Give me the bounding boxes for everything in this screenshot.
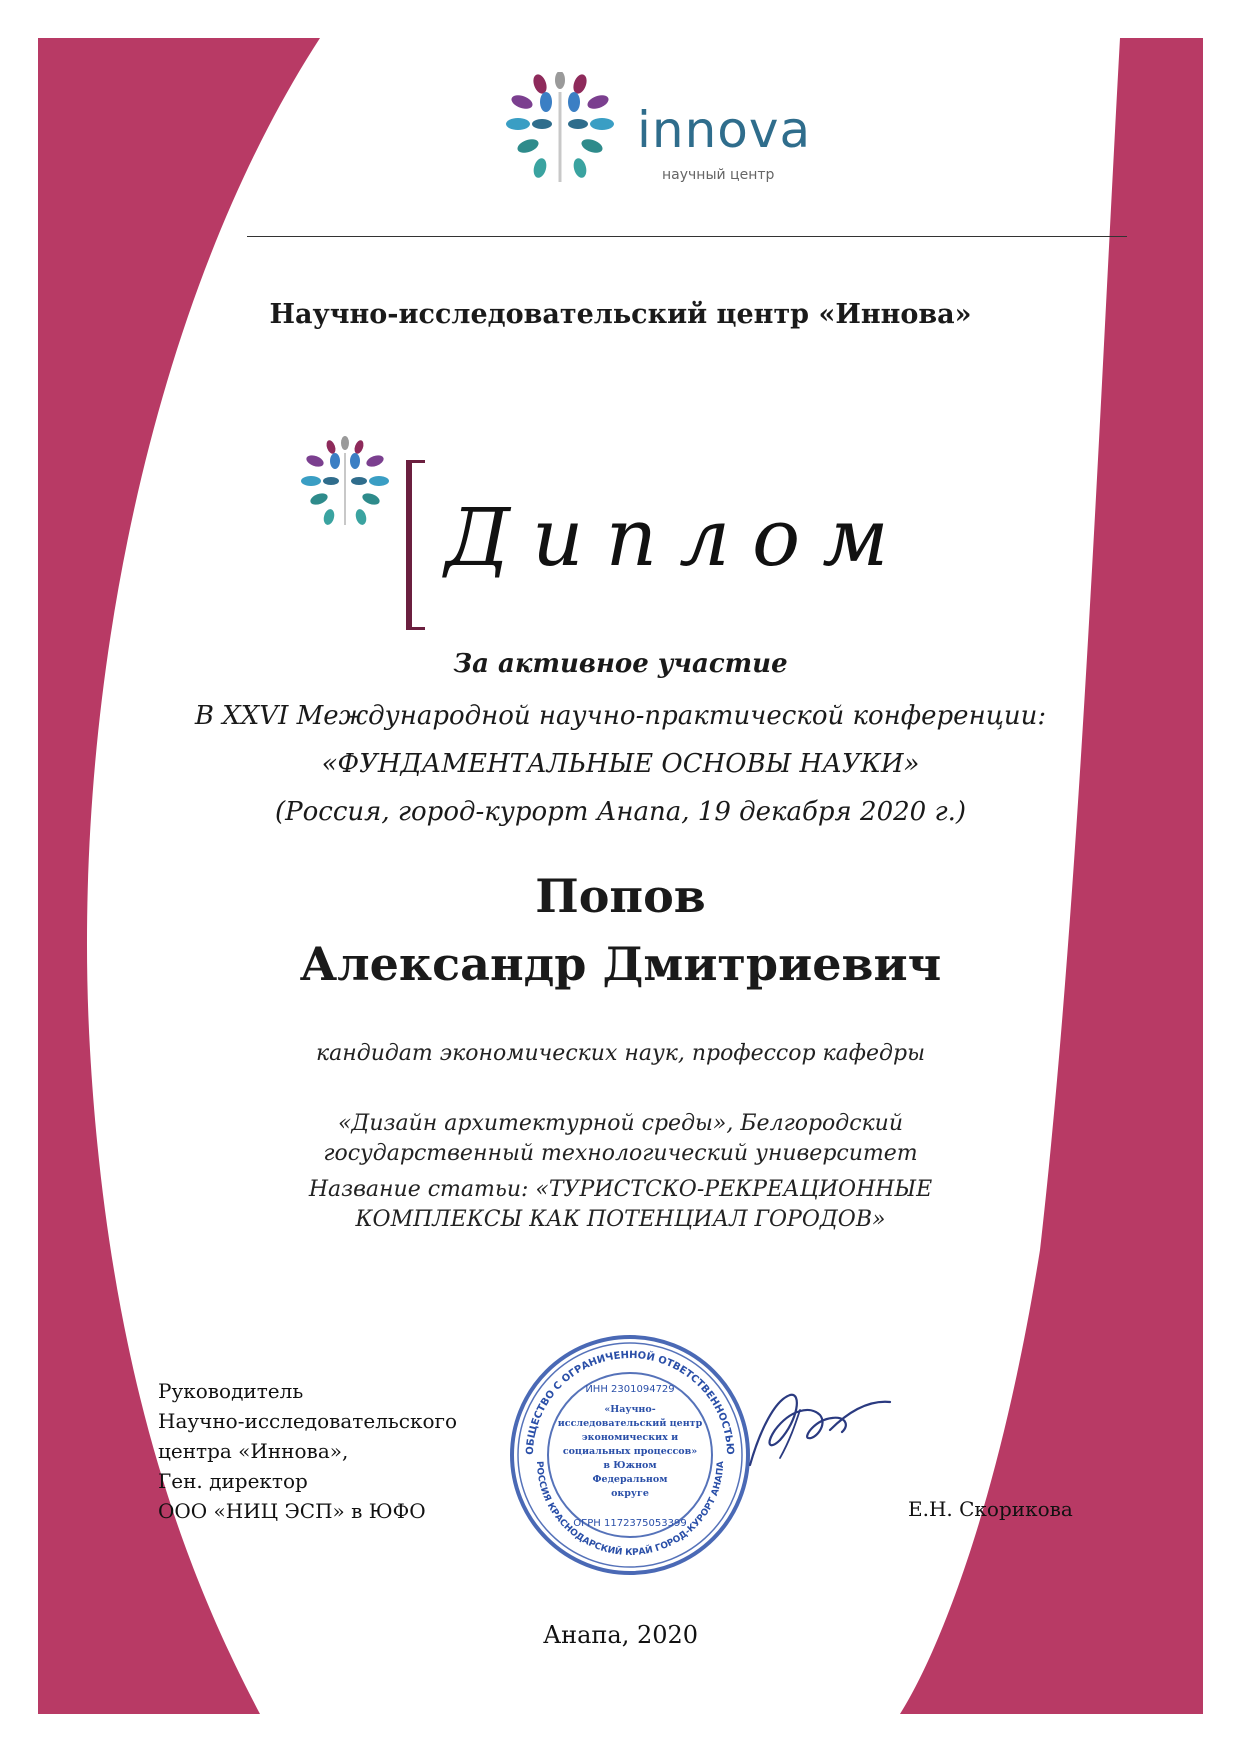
signatory-role-line: ООО «НИЦ ЭСП» в ЮФО bbox=[158, 1499, 426, 1523]
stamp-inn: ИНН 2301094729 bbox=[585, 1384, 675, 1395]
signatory-role-line: Научно-исследовательского bbox=[158, 1409, 458, 1433]
conference-name: «ФУНДАМЕНТАЛЬНЫЕ ОСНОВЫ НАУКИ» bbox=[321, 749, 920, 779]
recipient-surname: Попов bbox=[535, 869, 706, 923]
handwritten-signature bbox=[720, 1370, 900, 1490]
department-line-1: «Дизайн архитектурной среды», Белгородский bbox=[337, 1111, 904, 1136]
brand-subtitle: научный центр bbox=[662, 167, 775, 183]
signatory-role-line: Ген. директор bbox=[158, 1469, 308, 1493]
stamp-center-line: исследовательский центр bbox=[557, 1418, 703, 1429]
signatory-role bbox=[158, 1376, 457, 1526]
innova-small-logo-icon bbox=[290, 430, 400, 540]
stamp-center-line: экономических и bbox=[581, 1432, 679, 1443]
recipient-given-name: Александр Дмитриевич bbox=[299, 937, 942, 991]
stamp-center-line: «Научно- bbox=[604, 1404, 656, 1415]
stamp-ring-top: ОБЩЕСТВО С ОГРАНИЧЕННОЙ ОТВЕТСТВЕННОСТЬЮ bbox=[524, 1349, 736, 1456]
title-bracket-icon bbox=[405, 460, 427, 630]
signatory-role-line: Руководитель bbox=[158, 1379, 304, 1403]
stamp-ring-bottom: РОССИЯ КРАСНОДАРСКИЙ КРАЙ ГОРОД-КУРОРТ АНАПА bbox=[533, 1460, 727, 1559]
recipient-position: кандидат экономических наук, профессор кафедры bbox=[316, 1041, 925, 1066]
organization-title: Научно-исследовательский центр «Иннова» bbox=[269, 299, 972, 330]
stamp-center-line: социальных процессов» bbox=[562, 1446, 698, 1457]
signatory-name: Е.Н. Скорикова bbox=[908, 1497, 1073, 1521]
signatory-role-line: центра «Иннова», bbox=[158, 1439, 349, 1463]
award-event: В XXVI Международной научно-практической конференции: bbox=[194, 701, 1047, 731]
award-reason: За активное участие bbox=[453, 649, 788, 679]
conference-place-date: (Россия, город-курорт Анапа, 19 декабря 2020 г.) bbox=[274, 797, 967, 827]
official-stamp bbox=[505, 1330, 755, 1580]
header-divider bbox=[247, 236, 1127, 237]
stamp-ogrn: ОГРН 1172375053399 bbox=[573, 1518, 687, 1529]
article-line-1: Название статьи: «ТУРИСТСКО-РЕКРЕАЦИОННЫЕ bbox=[308, 1177, 933, 1202]
diploma-title: Диплом bbox=[445, 491, 911, 584]
place-year: Анапа, 2020 bbox=[542, 1621, 699, 1649]
department-line-2: государственный технологический университет bbox=[323, 1141, 918, 1166]
article-line-2: КОМПЛЕКСЫ КАК ПОТЕНЦИАЛ ГОРОДОВ» bbox=[355, 1207, 886, 1232]
brand-name: innova bbox=[637, 101, 812, 159]
stamp-center-line: округе bbox=[611, 1488, 649, 1499]
stamp-center-line: Федеральном bbox=[592, 1474, 668, 1485]
stamp-center-line: в Южном bbox=[603, 1460, 657, 1471]
